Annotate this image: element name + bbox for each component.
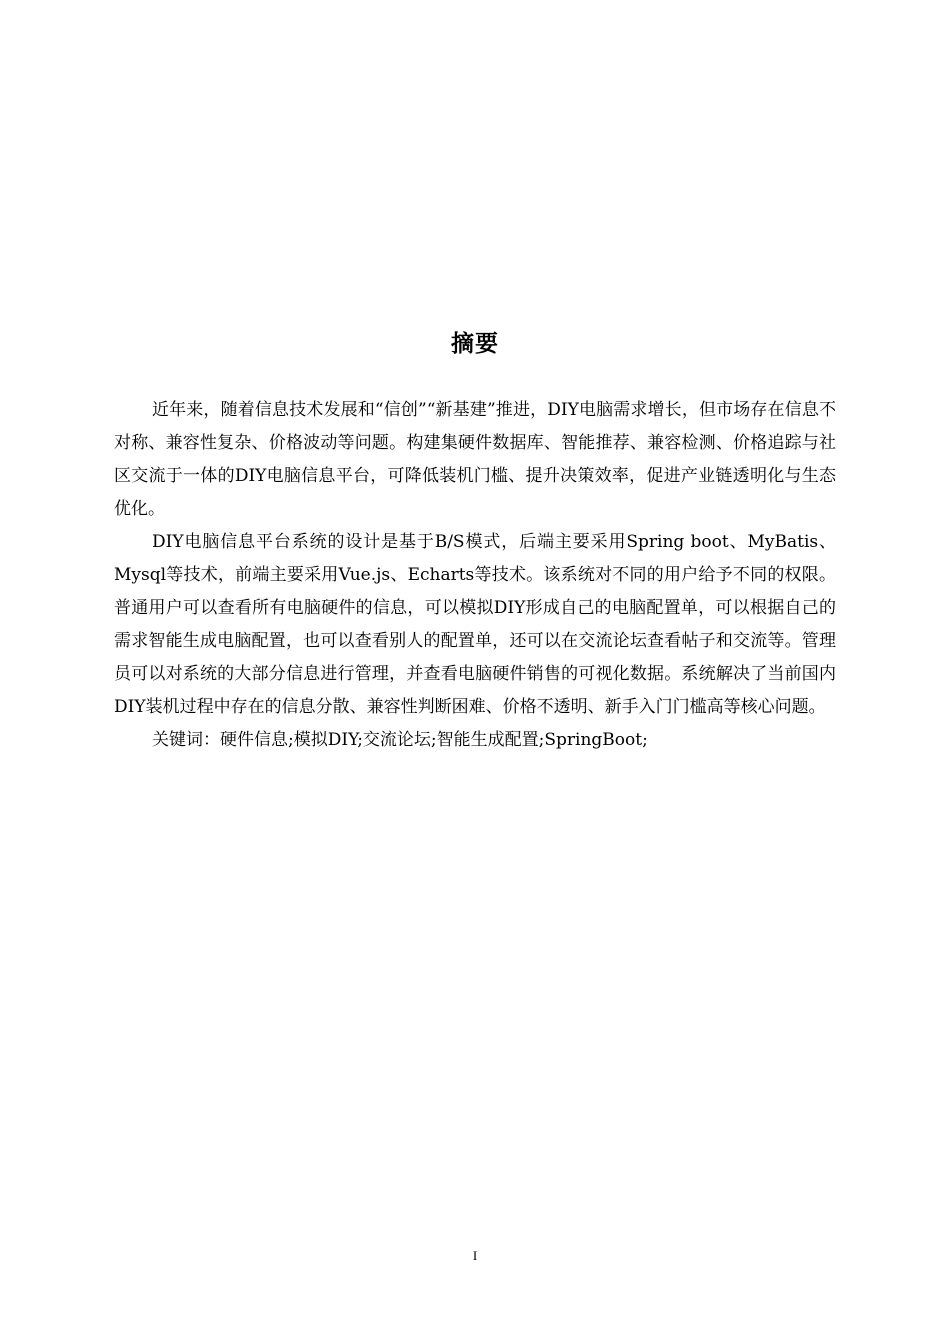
keywords-line: 关键词：硬件信息;模拟DIY;交流论坛;智能生成配置;SpringBoot; (152, 730, 648, 750)
abstract-title: 摘要 (451, 331, 499, 357)
page-number: I (472, 1248, 478, 1263)
abstract-body (114, 394, 836, 757)
abstract-paragraph-2: DIY电脑信息平台系统的设计是基于B/S模式，后端主要采用Spring boot、MyBatis、Mysql等技术，前端主要采用Vue.js、Echarts等技术。该系统对不同的用户给予不同的权限。普通用户可以查看所有电脑硬件的信息，可以模拟DIY形成自己的电脑配置单，可以根据自己的需求智能生成电脑配置，也可以查看别人的配置单，还可以在交流论坛查看帖子和交流等。管理员可以对系统的大部分信息进行管理，并查看电脑硬件销售的可视化数据。系统解决了当前国内DIY装机过程中存在的信息分散、兼容性判断困难、价格不透明、新手入门门槛高等核心问题。 (114, 532, 836, 717)
abstract-paragraph-1: 近年来，随着信息技术发展和“信创”“新基建”推进，DIY电脑需求增长，但市场存在信息不对称、兼容性复杂、价格波动等问题。构建集硬件数据库、智能推荐、兼容检测、价格追踪与社区交流于一体的DIY电脑信息平台，可降低装机门槛、提升决策效率，促进产业链透明化与生态优化。 (114, 400, 836, 519)
